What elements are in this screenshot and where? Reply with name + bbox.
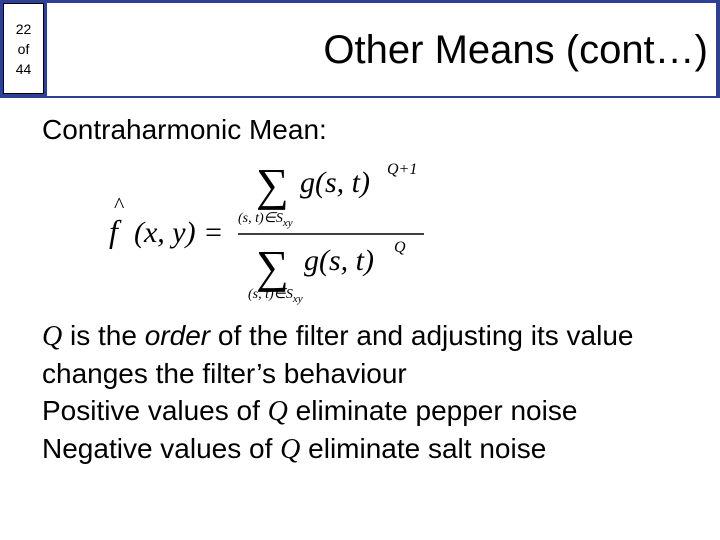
text-fragment: is the (62, 320, 145, 351)
text-fragment: of the filter and adjusting its value changes the filter’s behaviour (42, 320, 634, 389)
text-fragment: eliminate salt noise (300, 433, 547, 464)
text-fragment: Positive values of (42, 395, 268, 426)
slide-total: 44 (15, 60, 32, 77)
formula-f: f (109, 213, 118, 249)
header-bar (0, 0, 720, 98)
denominator-exponent: Q (394, 239, 406, 256)
emphasis-text: order (144, 320, 211, 351)
body-text (42, 317, 702, 468)
slide-counter (0, 0, 47, 98)
bullet-line-1 (42, 317, 702, 392)
numerator-term: g(s, t) (300, 166, 370, 199)
header-panel (3, 3, 716, 98)
slide-counter-box (3, 3, 44, 94)
q-variable: Q (42, 321, 63, 352)
slide-number: 22 (15, 20, 32, 37)
denominator-subscript: (s, $t)\in S_{xy}$ (248, 287, 303, 305)
formula-lhs-args: (x, y) = (134, 216, 224, 249)
q-variable: Q (280, 434, 301, 465)
section-heading: Contraharmonic Mean: (42, 114, 327, 145)
bullet-line-3 (42, 430, 702, 468)
contraharmonic-formula (104, 150, 434, 308)
bullet-line-2 (42, 392, 702, 430)
text-fragment: eliminate pepper noise (287, 395, 578, 426)
numerator-sum-symbol: ∑ (256, 159, 289, 210)
numerator-exponent: Q+1 (387, 161, 418, 178)
denominator-term: g(s, t) (304, 244, 374, 277)
formula-hat: ^ (114, 192, 125, 217)
numerator-subscript: (s, $t)\in S_{xy}$ (238, 211, 293, 229)
q-variable: Q (267, 396, 288, 427)
text-fragment: Negative values of (42, 433, 281, 464)
page-title: Other Means (cont…) (323, 28, 708, 72)
denominator-sum-symbol: ∑ (256, 241, 289, 292)
slide-of-label: of (17, 40, 30, 57)
